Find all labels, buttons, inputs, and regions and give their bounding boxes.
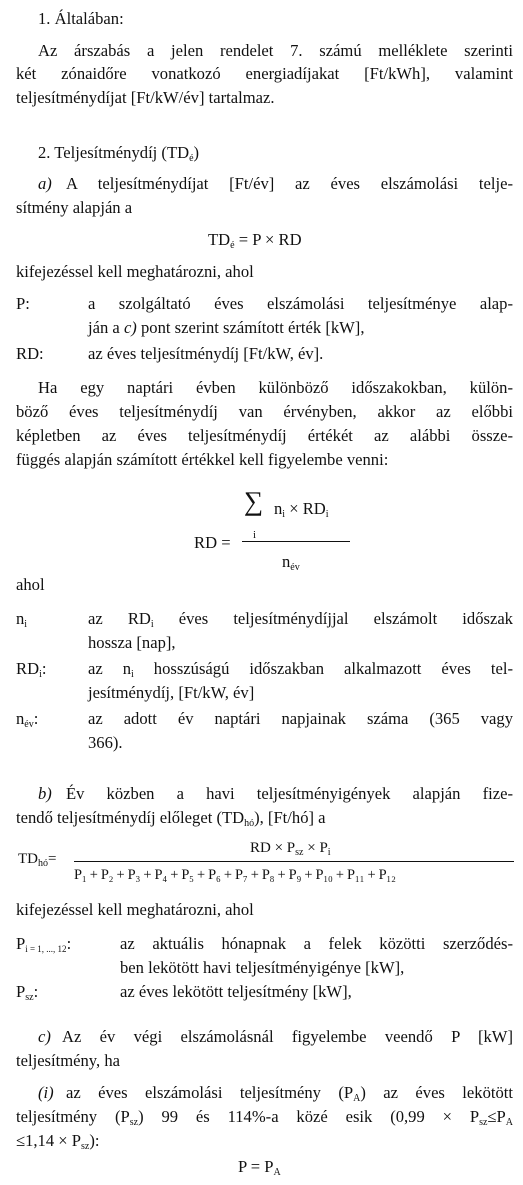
a-line-1: A teljesítménydíjat [Ft/év] az éves elszámolási telje- <box>66 174 513 193</box>
b-label: b) <box>38 784 52 803</box>
i-line-3: $\le 1,14 \times P_{sz}$): <box>16 1131 100 1152</box>
nev-label: $n_{év}$: <box>16 709 39 730</box>
kifejezes2-line: kifejezéssel kell meghatározni, ahol <box>16 900 254 919</box>
ni-label: $n_i$ <box>16 609 28 630</box>
c-line-2: teljesítmény, ha <box>16 1051 120 1070</box>
nev-def-line-2: 366). <box>88 733 123 752</box>
sum-symbol: ∑ <box>244 486 264 516</box>
psz-label: $P_{sz}$: <box>16 982 39 1003</box>
rdi-def-line-1: az $n_i$ hosszúságú időszakban alkalmazott éves tel- <box>88 659 513 680</box>
kifejezes-line: kifejezéssel kell meghatározni, ahol <box>16 262 254 281</box>
rd-formula-lhs: RD = <box>194 533 231 552</box>
c-line-1: Az év végi elszámolásnál figyelembe veendő P [kW] <box>62 1027 513 1046</box>
p-label: P: <box>16 294 30 313</box>
formula-tde: $TD_é = P$ × RD <box>208 230 302 251</box>
b-line-2: tendő teljesítménydíj előleget $(TD_{hó})$, [Ft/hó] a <box>16 808 326 829</box>
ha-line-1: Ha egy naptári évben különböző időszakokban, külön- <box>38 378 513 397</box>
nev-def-line-1: az adott év naptári napjainak száma (365 vagy <box>88 709 513 728</box>
tdho-denominator: P₁ + P₂ + P₃ + P₄ + P₅ + P₆ + P₇ + P₈ + P₉ + P₁₀ + P₁₁ + P₁₂ <box>74 867 396 883</box>
s1-line-3: teljesítménydíjat [Ft/kW/év] tartalmaz. <box>16 88 275 107</box>
ha-line-3: képletben az éves teljesítménydíj értékét az alábbi össze- <box>16 426 513 445</box>
pi-def-line-1: az aktuális hónapnak a felek közötti szerződés- <box>120 934 513 953</box>
tdho-fraction-bar <box>74 861 514 862</box>
i-line-2: teljesítmény $(P_{sz})$ 99 és 114%-a közé esik ($0,99 \times P_{sz}\le P_A$ <box>16 1107 513 1128</box>
a-line-2: sítmény alapján a <box>16 198 133 217</box>
psz-def: az éves lekötött teljesítmény [kW], <box>120 982 352 1001</box>
a-label: a) <box>38 174 52 193</box>
p-def-line-1: a szolgáltató éves elszámolási teljesítménye alap- <box>88 294 513 313</box>
rd-formula-numerator: $n_i \times RD_i$ <box>274 499 329 520</box>
ahol-line: ahol <box>16 575 45 594</box>
i-label: (i) <box>38 1083 54 1102</box>
pi-def-line-2: ben lekötött havi teljesítményigénye [kW], <box>120 958 405 977</box>
ha-line-4: függés alapján számított értékkel kell figyelembe venni: <box>16 450 389 469</box>
rdi-def-line-2: jesítménydíj, [Ft/kW, év] <box>88 683 255 702</box>
section-1-heading: 1. Általában: <box>38 9 124 28</box>
s1-line-1: Az árszabás a jelen rendelet 7. számú melléklete szerinti <box>38 41 513 60</box>
sum-index: i <box>253 529 257 541</box>
c-label: c) <box>38 1027 51 1046</box>
tdho-numerator: RD × $P_{sz} \times P_i$ <box>250 840 331 858</box>
rd-fraction-bar <box>242 541 350 542</box>
s1-line-2: két zónaidőre vonatkozó energiadíjakat [Ft/kWh], valamint <box>16 64 513 83</box>
final-formula: $P = P_A$ <box>238 1157 281 1178</box>
ni-def-line-2: hossza [nap], <box>88 633 176 652</box>
ni-def-line-1: az $RD_i$ éves teljesítménydíjjal elszámolt időszak <box>88 609 513 630</box>
ha-line-2: böző éves teljesítménydíj van érvényben, akkor az előbbi <box>16 402 513 421</box>
i-line-1: az éves elszámolási teljesítmény $(P_A)$ az éves lekötött <box>66 1083 513 1104</box>
b-line-1: Év közben a havi teljesítményigények alapján fize- <box>66 784 513 803</box>
tdho-lhs: $TD_{hó}=$ <box>18 851 57 869</box>
rdi-label: $RD_i$: <box>16 659 47 680</box>
rd-def: az éves teljesítménydíj [Ft/kW, év]. <box>88 344 324 363</box>
pi-label: $P_{i = 1, ..., 12}$: <box>16 934 72 954</box>
rd-label: RD: <box>16 344 44 363</box>
section-2-heading: 2. Teljesítménydíj $(TD_é)$ <box>38 143 200 164</box>
p-def-line-2: ján a c) pont szerint számított érték [kW], <box>88 318 365 337</box>
rd-formula-denominator: $n_{év}$ <box>282 552 300 573</box>
